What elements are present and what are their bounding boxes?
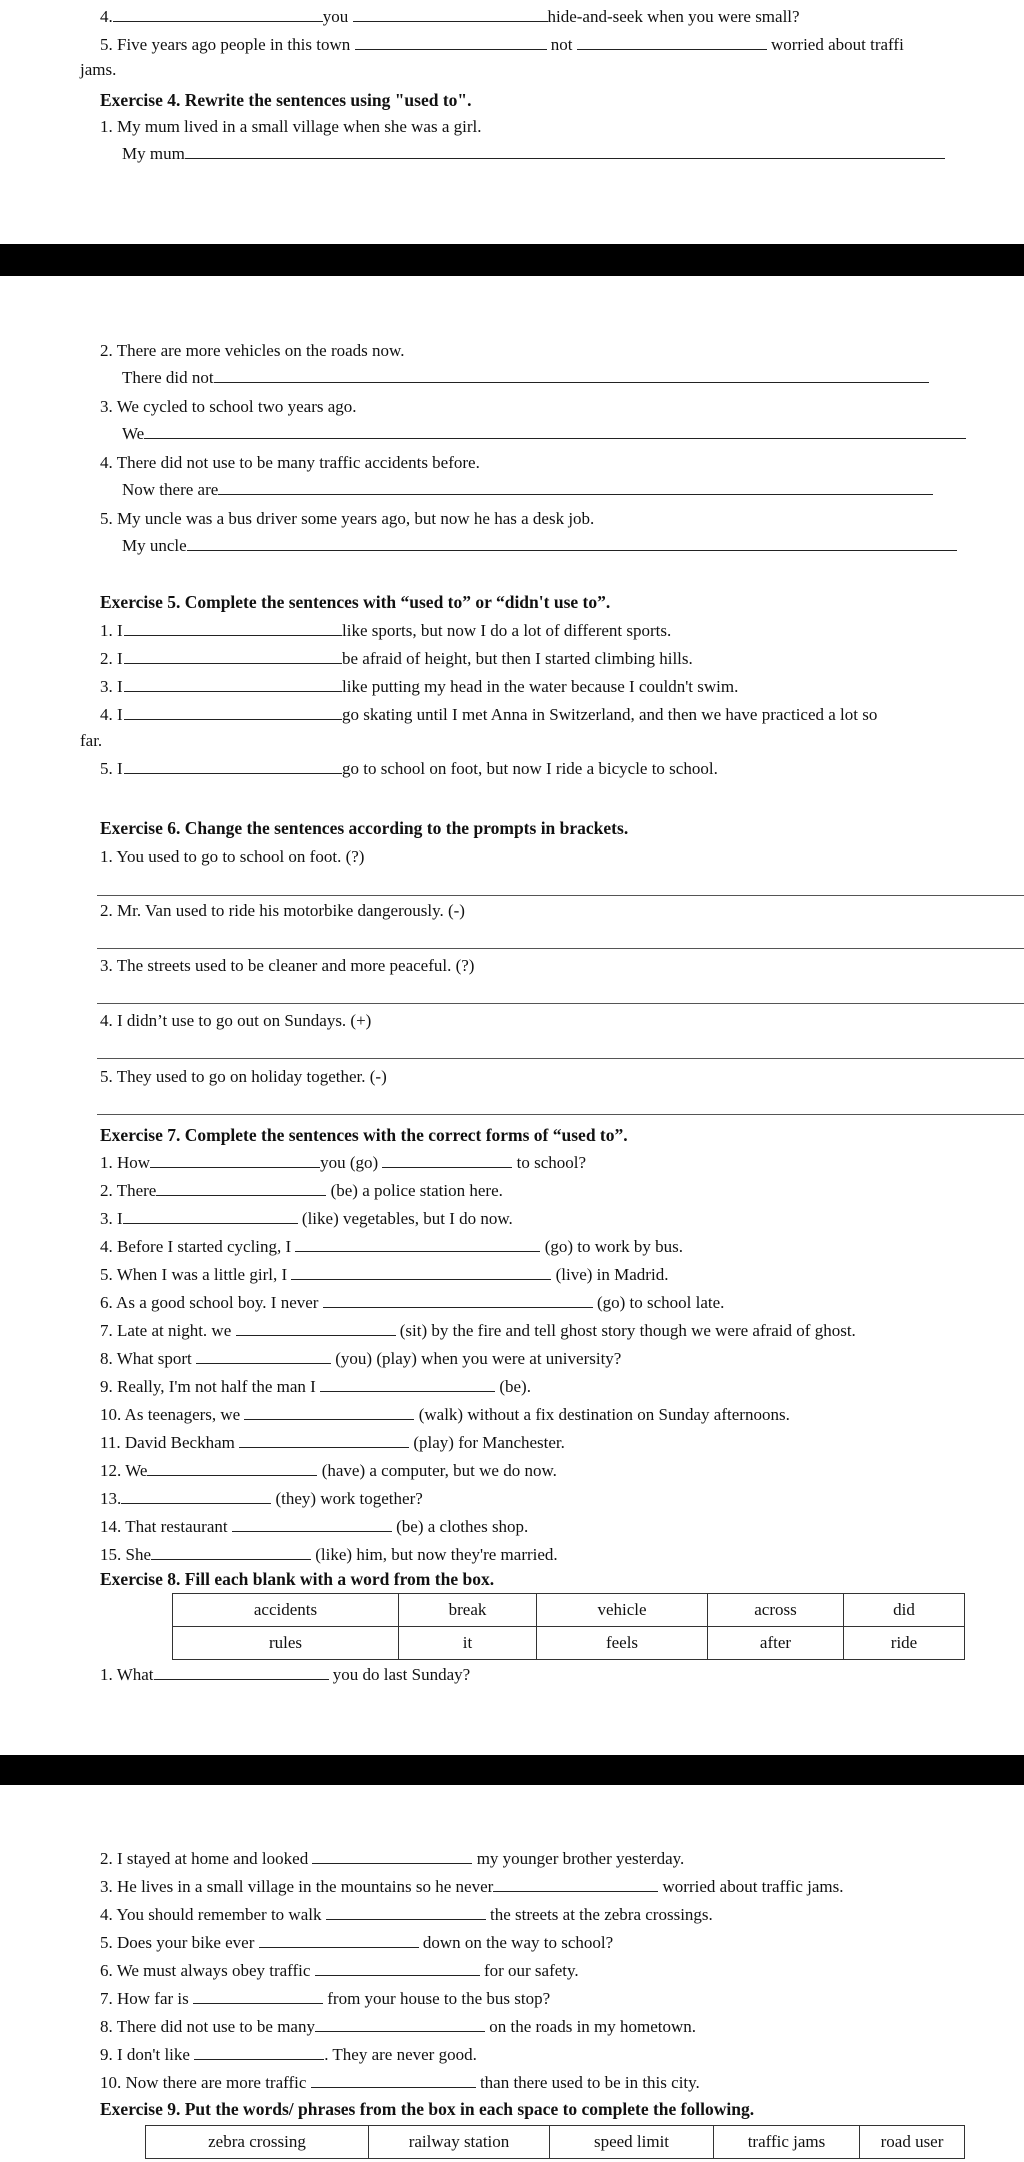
ex6-question: 4. I didn’t use to go out on Sundays. (+): [100, 1011, 372, 1030]
ex7-item: 6. As a good school boy. I never (go) to school late.: [100, 1293, 725, 1312]
ex7-item: 3. I (like) vegetables, but I do now.: [100, 1209, 513, 1228]
ex8-item: 9. I don't like . They are never good.: [100, 2045, 477, 2064]
answer-blank[interactable]: [355, 34, 547, 50]
answer-blank[interactable]: [353, 6, 548, 22]
answer-blank[interactable]: [123, 1208, 298, 1224]
redaction-band: [0, 1755, 1024, 1785]
ex7-item: 15. She (like) him, but now they're married.: [100, 1545, 558, 1564]
word-box-cell: rules: [173, 1627, 399, 1660]
ex7-item: 14. That restaurant (be) a clothes shop.: [100, 1517, 529, 1536]
ex5-item-4-cont: far.: [80, 731, 103, 750]
ex8-item: 6. We must always obey traffic for our safety.: [100, 1961, 579, 1980]
ex4-answer-line: There did not: [122, 367, 929, 388]
answer-blank[interactable]: [214, 367, 929, 383]
answer-blank[interactable]: [295, 1236, 540, 1252]
answer-blank[interactable]: [124, 704, 342, 720]
ex8-word-box: [172, 1593, 965, 1660]
answer-blank[interactable]: [194, 2044, 324, 2060]
word-box-cell: road user: [860, 2126, 965, 2159]
word-box-cell: break: [399, 1594, 537, 1627]
word-box-cell: traffic jams: [714, 2126, 860, 2159]
ex4-question: 2. There are more vehicles on the roads now.: [100, 341, 405, 360]
ex6-title: Exercise 6. Change the sentences according to the prompts in brackets.: [100, 818, 629, 838]
answer-blank[interactable]: [232, 1516, 392, 1532]
ex3-item-5: 5. Five years ago people in this town not worried about traffi: [100, 35, 904, 54]
word-box-cell: vehicle: [537, 1594, 708, 1627]
answer-blank[interactable]: [124, 620, 342, 636]
ex3-item-5-cont: jams.: [80, 60, 117, 79]
answer-blank[interactable]: [147, 1460, 317, 1476]
answer-blank[interactable]: [493, 1876, 658, 1892]
ex8-item: 10. Now there are more traffic than there used to be in this city.: [100, 2073, 700, 2092]
word-box-cell: railway station: [369, 2126, 550, 2159]
answer-blank[interactable]: [124, 648, 342, 664]
word-box-cell: did: [844, 1594, 965, 1627]
ex4-answer-line: We: [122, 423, 966, 444]
ex7-item: 13. (they) work together?: [100, 1489, 423, 1508]
ex4-answer-line: My uncle: [122, 535, 957, 556]
answer-blank[interactable]: [121, 1488, 271, 1504]
answer-blank[interactable]: [239, 1432, 409, 1448]
answer-blank[interactable]: [320, 1376, 495, 1392]
ex4-question: 3. We cycled to school two years ago.: [100, 397, 357, 416]
answer-blank[interactable]: [185, 143, 945, 159]
ex5-item: 3. I like putting my head in the water because I couldn't swim.: [100, 677, 739, 696]
ex8-item: 1. What you do last Sunday?: [100, 1665, 471, 1684]
ex8-item: 3. He lives in a small village in the mountains so he never worried about traffic jams.: [100, 1877, 844, 1896]
ex4-question: 5. My uncle was a bus driver some years ago, but now he has a desk job.: [100, 509, 595, 528]
ex3-item-4: 4. you hide-and-seek when you were small?: [100, 7, 800, 26]
ex4-answer-line: My mum: [122, 143, 945, 164]
ex5-item: 1. I like sports, but now I do a lot of different sports.: [100, 621, 672, 640]
answer-blank[interactable]: [311, 2072, 476, 2088]
ex7-title: Exercise 7. Complete the sentences with the correct forms of “used to”.: [100, 1125, 628, 1145]
word-box-cell: zebra crossing: [146, 2126, 369, 2159]
word-box-cell: speed limit: [550, 2126, 714, 2159]
ex7-item: 4. Before I started cycling, I (go) to work by bus.: [100, 1237, 684, 1256]
ex6-question: 3. The streets used to be cleaner and more peaceful. (?): [100, 956, 475, 975]
answer-blank[interactable]: [151, 1544, 311, 1560]
answer-line[interactable]: [97, 1114, 1024, 1115]
answer-blank[interactable]: [382, 1152, 512, 1168]
redaction-band: [0, 244, 1024, 276]
answer-blank[interactable]: [577, 34, 767, 50]
ex6-question: 5. They used to go on holiday together. (-): [100, 1067, 387, 1086]
ex4-question: 1. My mum lived in a small village when she was a girl.: [100, 117, 482, 136]
ex7-item: 10. As teenagers, we (walk) without a fix destination on Sunday afternoons.: [100, 1405, 790, 1424]
answer-line[interactable]: [97, 948, 1024, 949]
answer-blank[interactable]: [113, 6, 323, 22]
answer-blank[interactable]: [315, 2016, 485, 2032]
ex7-item: 7. Late at night. we (sit) by the fire and tell ghost story though we were afraid of ghost.: [100, 1321, 856, 1340]
ex6-question: 2. Mr. Van used to ride his motorbike dangerously. (-): [100, 901, 465, 920]
ex8-item: 2. I stayed at home and looked my younger brother yesterday.: [100, 1849, 685, 1868]
ex7-item: 8. What sport (you) (play) when you were at university?: [100, 1349, 622, 1368]
answer-blank[interactable]: [312, 1848, 472, 1864]
ex7-item: 1. How you (go) to school?: [100, 1153, 587, 1172]
ex7-item: 12. We (have) a computer, but we do now.: [100, 1461, 557, 1480]
ex7-item: 5. When I was a little girl, I (live) in Madrid.: [100, 1265, 669, 1284]
ex7-item: 2. There (be) a police station here.: [100, 1181, 503, 1200]
answer-blank[interactable]: [323, 1292, 593, 1308]
answer-blank[interactable]: [187, 535, 957, 551]
answer-blank[interactable]: [218, 479, 933, 495]
item-number: 4.: [100, 7, 113, 26]
ex6-question: 1. You used to go to school on foot. (?): [100, 847, 365, 866]
ex5-item: 5. I go to school on foot, but now I ride a bicycle to school.: [100, 759, 718, 778]
ex8-title: Exercise 8. Fill each blank with a word from the box.: [100, 1569, 495, 1589]
answer-blank[interactable]: [196, 1348, 331, 1364]
answer-blank[interactable]: [236, 1320, 396, 1336]
ex4-question: 4. There did not use to be many traffic accidents before.: [100, 453, 480, 472]
answer-blank[interactable]: [124, 758, 342, 774]
ex8-item: 4. You should remember to walk the streets at the zebra crossings.: [100, 1905, 713, 1924]
answer-blank[interactable]: [326, 1904, 486, 1920]
ex8-item: 8. There did not use to be many on the roads in my hometown.: [100, 2017, 697, 2036]
ex8-item: 7. How far is from your house to the bus stop?: [100, 1989, 551, 2008]
answer-blank[interactable]: [150, 1152, 320, 1168]
ex9-title: Exercise 9. Put the words/ phrases from the box in each space to complete the following.: [100, 2099, 755, 2119]
word-box-cell: after: [708, 1627, 844, 1660]
ex5-item: 4. I go skating until I met Anna in Switzerland, and then we have practiced a lot so: [100, 705, 878, 724]
word-box-cell: feels: [537, 1627, 708, 1660]
answer-blank[interactable]: [144, 423, 966, 439]
ex4-title: Exercise 4. Rewrite the sentences using "used to".: [100, 90, 472, 110]
answer-blank[interactable]: [259, 1932, 419, 1948]
answer-line[interactable]: [97, 895, 1024, 896]
word-box-cell: ride: [844, 1627, 965, 1660]
ex9-word-box: [145, 2125, 965, 2159]
word-box-cell: accidents: [173, 1594, 399, 1627]
answer-blank[interactable]: [154, 1664, 329, 1680]
answer-blank[interactable]: [193, 1988, 323, 2004]
answer-blank[interactable]: [315, 1960, 480, 1976]
ex4-answer-line: Now there are: [122, 479, 933, 500]
answer-blank[interactable]: [291, 1264, 551, 1280]
word-box-cell: across: [708, 1594, 844, 1627]
answer-line[interactable]: [97, 1003, 1024, 1004]
ex5-item: 2. I be afraid of height, but then I started climbing hills.: [100, 649, 693, 668]
ex8-item: 5. Does your bike ever down on the way to school?: [100, 1933, 614, 1952]
ex7-item: 11. David Beckham (play) for Manchester.: [100, 1433, 565, 1452]
answer-blank[interactable]: [244, 1404, 414, 1420]
answer-blank[interactable]: [156, 1180, 326, 1196]
word-box-cell: it: [399, 1627, 537, 1660]
ex5-title: Exercise 5. Complete the sentences with “used to” or “didn't use to”.: [100, 592, 611, 612]
answer-blank[interactable]: [124, 676, 342, 692]
ex7-item: 9. Really, I'm not half the man I (be).: [100, 1377, 531, 1396]
answer-line[interactable]: [97, 1058, 1024, 1059]
